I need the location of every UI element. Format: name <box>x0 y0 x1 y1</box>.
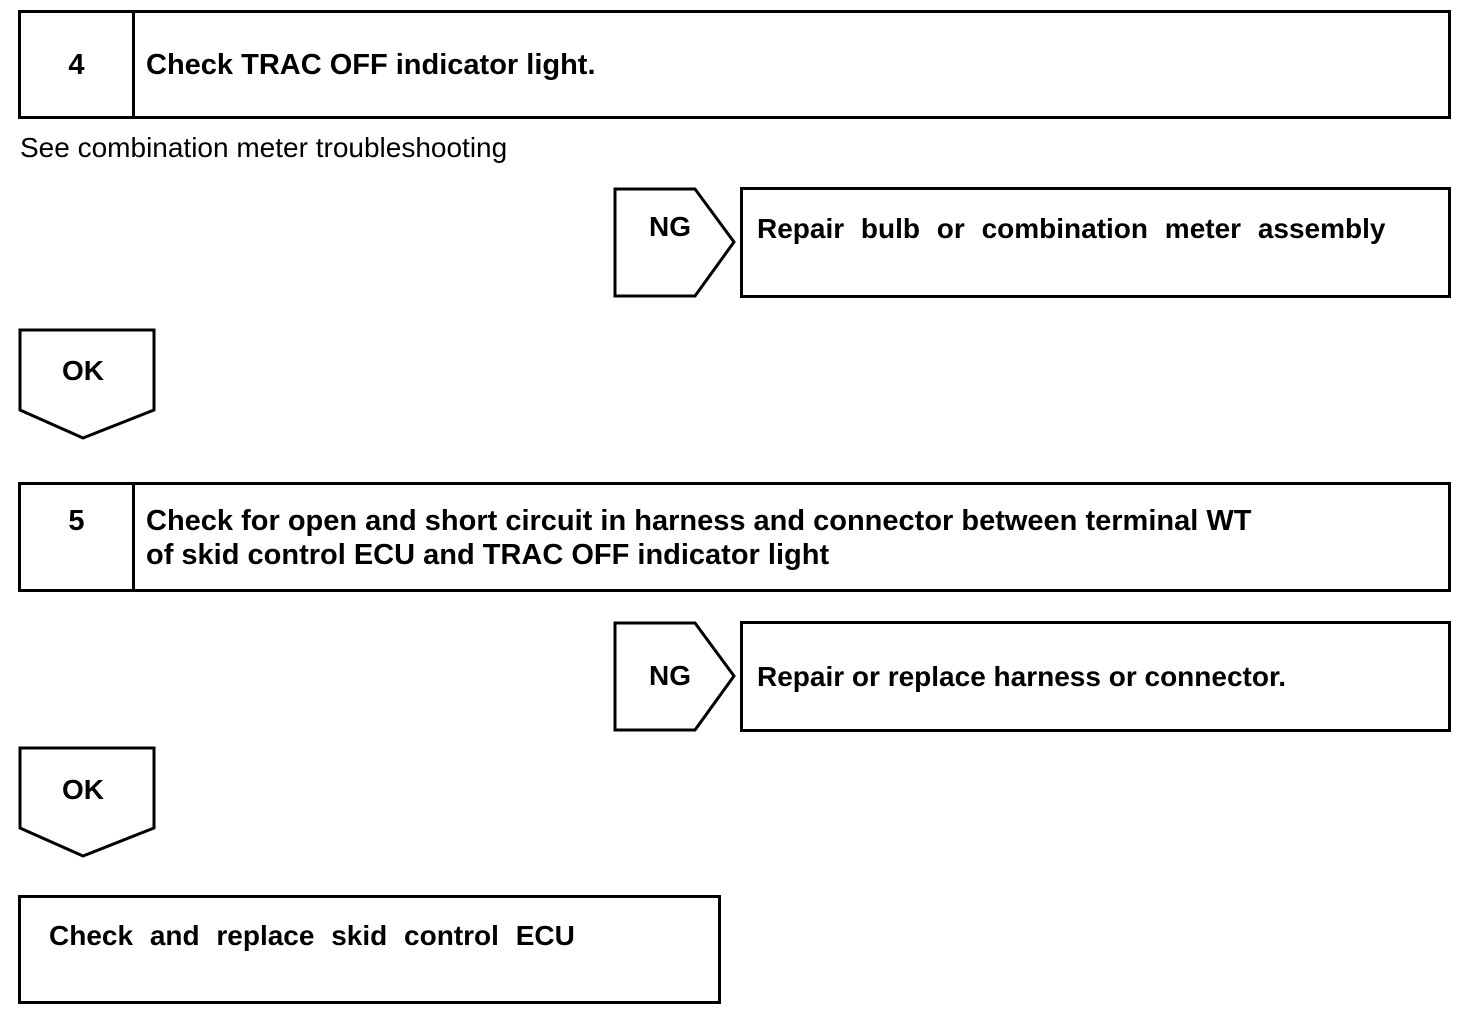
final-action-box <box>18 895 721 1004</box>
step-4-number: 4 <box>68 49 85 81</box>
step-5-ng-label: NG <box>649 660 691 691</box>
step-5-ok-label: OK <box>62 774 104 805</box>
step-5-title-line2: of skid control ECU and TRAC OFF indicator light <box>146 539 830 571</box>
final-action-text: Check and replace skid control ECU <box>49 920 575 951</box>
step-4-ng-action-box <box>740 187 1451 298</box>
step-5-number-cell <box>21 485 135 589</box>
step-4-ng-action: Repair bulb or combination meter assembly <box>757 213 1386 244</box>
step-5-number: 5 <box>68 505 85 537</box>
step-4-ok-label: OK <box>62 355 104 386</box>
step-4-title: Check TRAC OFF indicator light. <box>146 49 596 81</box>
step-4-ng-label: NG <box>649 211 691 242</box>
step-5-box <box>18 482 1451 592</box>
step-4-note: See combination meter troubleshooting <box>20 132 508 163</box>
step-5-ng-action-box <box>740 621 1451 732</box>
step-4-number-cell <box>21 13 135 116</box>
step-5-title-line1: Check for open and short circuit in harness and connector between terminal WT <box>146 505 1252 537</box>
step-5-ng-action: Repair or replace harness or connector. <box>757 661 1287 692</box>
step-4-box <box>18 10 1451 119</box>
